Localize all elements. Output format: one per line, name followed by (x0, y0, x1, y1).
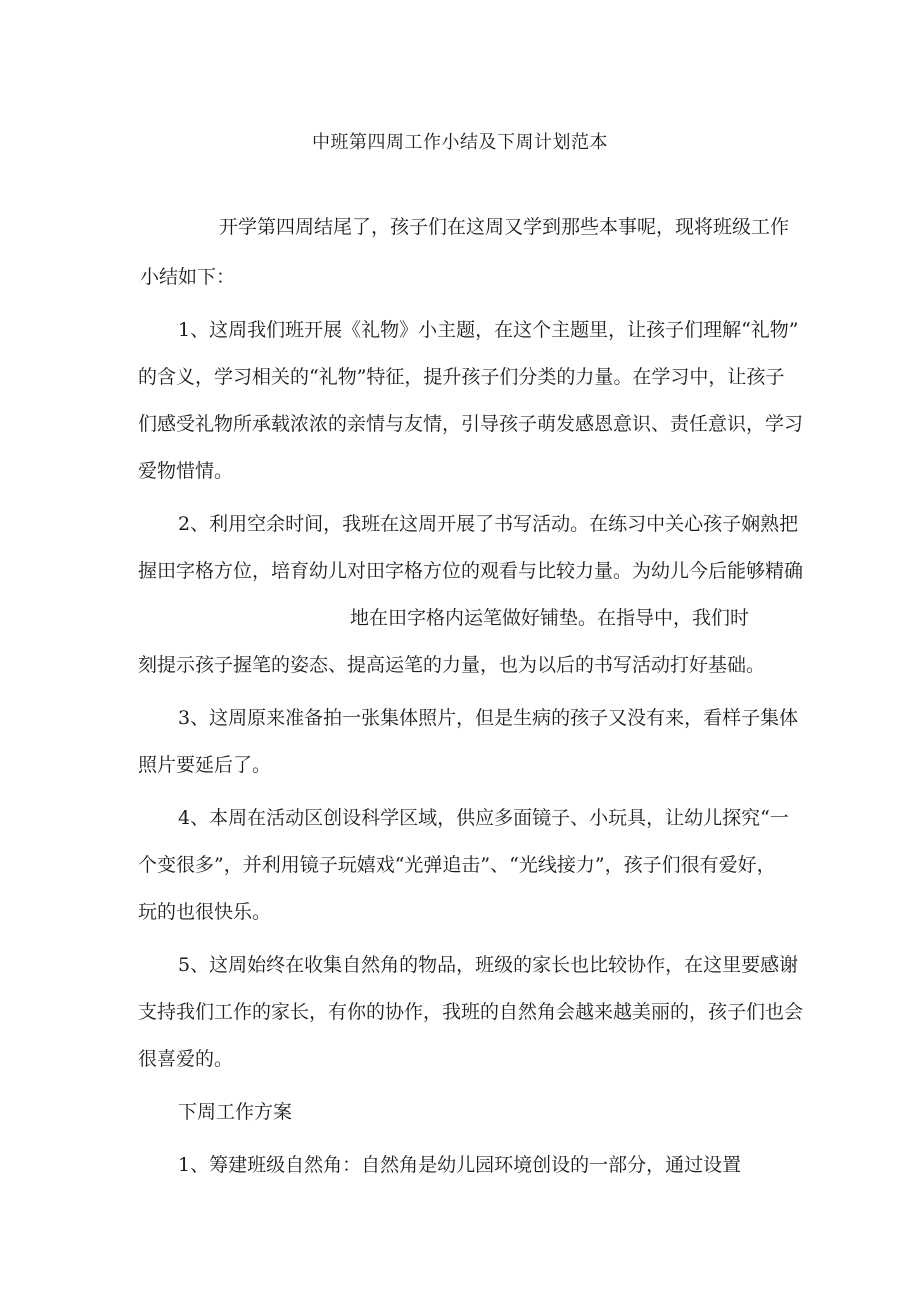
text-line: 们感受礼物所承载浓浓的亲情与友情，引导孩子萌发感恩意识、责任意识，学习 (138, 413, 804, 435)
text-line: 个变很多”，并利用镜子玩嬉戏“光弹追击”、“光线接力”，孩子们很有爱好， (138, 854, 776, 876)
text-line: 照片要延后了。 (138, 754, 272, 776)
section-heading: 下周工作方案 (178, 1101, 293, 1123)
text-line: 5、这周始终在收集自然角的物品，班级的家长也比较协作，在这里要感谢 (178, 954, 799, 976)
text-line: 3、这周原来准备拍一张集体照片，但是生病的孩子又没有来，看样子集体 (178, 707, 799, 729)
text-line: 支持我们工作的家长，有你的协作，我班的自然角会越来越美丽的，孩子们也会 (138, 1001, 804, 1023)
text-line: 刻提示孩子握笔的姿态、提高运笔的力量，也为以后的书写活动打好基础。 (138, 654, 766, 676)
text-line: 很喜爱的。 (138, 1048, 234, 1070)
text-line: 小结如下： (140, 266, 236, 288)
text-line: 爱物惜情。 (138, 460, 234, 482)
text-line: 握田字格方位，培育幼儿对田字格方位的观看与比较力量。为幼儿今后能够精确 (138, 560, 804, 582)
text-line: 玩的也很快乐。 (138, 901, 272, 923)
text-line: 1、筹建班级自然角：自然角是幼儿园环境创设的一部分，通过设置 (178, 1154, 742, 1176)
text-line: 4、本周在活动区创设科学区域，供应多面镜子、小玩具，让幼儿探究“一 (178, 807, 789, 829)
text-line: 开学第四周结尾了，孩子们在这周又学到那些本事呢，现将班级工作 (219, 216, 790, 238)
text-line: 2、利用空余时间，我班在这周开展了书写活动。在练习中关心孩子娴熟把 (178, 513, 799, 535)
document-title: 中班第四周工作小结及下周计划范本 (312, 132, 608, 153)
text-line: 地在田字格内运笔做好铺垫。在指导中，我们时 (350, 607, 750, 629)
text-line: 1、这周我们班开展《礼物》小主题，在这个主题里，让孩子们理解“礼物” (178, 319, 799, 341)
text-line: 的含义，学习相关的“礼物”特征，提升孩子们分类的力量。在学习中，让孩子 (138, 366, 785, 388)
